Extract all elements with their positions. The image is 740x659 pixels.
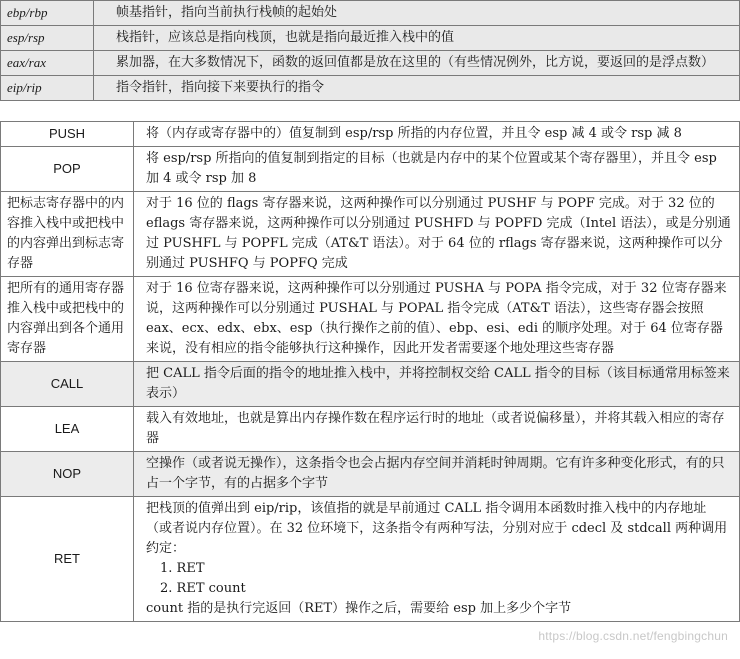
instruction-desc: 载入有效地址，也就是算出内存操作数在程序运行时的地址（或者说偏移量），并将其载入相应的寄存器 xyxy=(134,407,740,452)
instruction-row-flags xyxy=(1,192,740,277)
instruction-name: POP xyxy=(1,147,134,192)
register-desc: 帧基指针，指向当前执行栈帧的起始处 xyxy=(94,1,740,26)
register-name: esp/rsp xyxy=(1,26,94,51)
instruction-name: PUSH xyxy=(1,122,134,147)
instruction-desc: 把 CALL 指令后面的指令的地址推入栈中，并将控制权交给 CALL 指令的目标（该目标通常用标签来表示） xyxy=(134,362,740,407)
instruction-name: RET xyxy=(1,497,134,622)
instruction-row-nop xyxy=(1,452,740,497)
register-row-esp xyxy=(1,26,740,51)
ret-count-note: count 指的是执行完返回（RET）操作之后，需要给 esp 加上多少个字节 xyxy=(146,601,572,616)
register-desc: 累加器，在大多数情况下，函数的返回值都是放在这里的（有些情况例外，比方说，要返回的是浮点数） xyxy=(94,51,740,76)
register-name: ebp/rbp xyxy=(1,1,94,26)
instruction-row-lea xyxy=(1,407,740,452)
ret-form-1: 1. RET xyxy=(160,561,205,576)
instruction-desc: 把栈顶的值弹出到 eip/rip，该值指的就是早前通过 CALL 指令调用本函数时推入栈中的内存地址（或者说内存位置）。在 32 位环境下，这条指令有两种写法，分别对应于 cdecl 及 stdcall 两种调用约定： xyxy=(146,501,728,556)
instruction-table xyxy=(0,121,740,622)
register-desc: 栈指针，应该总是指向栈顶，也就是指向最近推入栈中的值 xyxy=(94,26,740,51)
register-row-eax xyxy=(1,51,740,76)
register-name: eax/rax xyxy=(1,51,94,76)
instruction-name: NOP xyxy=(1,452,134,497)
instruction-desc: 对于 16 位的 flags 寄存器来说，这两种操作可以分别通过 PUSHF 与 POPF 完成。对于 32 位的 eflags 寄存器来说，这两种操作可以分别通过 PUSHFD 与 POPFD 完成（Intel 语法），或是分别通过 PUSHFL 与 POPFL 完成（AT&T 语法）。对于 64 位的 rflags 寄存器来说，这两种操作可以分别通过 PUSHFQ 与 POPFQ 完成 xyxy=(134,192,740,277)
instruction-row-pop xyxy=(1,147,740,192)
ret-form-2: 2. RET count xyxy=(160,581,246,596)
instruction-desc: 将（内存或寄存器中的）值复制到 esp/rsp 所指的内存位置，并且令 esp 减 4 或令 rsp 减 8 xyxy=(134,122,740,147)
register-row-ebp xyxy=(1,1,740,26)
instruction-row-ret xyxy=(1,497,740,622)
instruction-name: LEA xyxy=(1,407,134,452)
register-desc: 指令指针，指向接下来要执行的指令 xyxy=(94,76,740,101)
instruction-desc: 将 esp/rsp 所指向的值复制到指定的目标（也就是内存中的某个位置或某个寄存器里），并且令 esp 加 4 或令 rsp 加 8 xyxy=(134,147,740,192)
register-table xyxy=(0,0,740,101)
instruction-desc-block xyxy=(134,497,740,622)
register-name: eip/rip xyxy=(1,76,94,101)
instruction-desc: 对于 16 位寄存器来说，这两种操作可以分别通过 PUSHA 与 POPA 指令完成，对于 32 位寄存器来说，这两种操作可以分别通过 PUSHAL 与 POPAL 指令完成（AT&T 语法），这些寄存器会按照 eax、ecx、edx、ebx、esp（执行操作之前的值）、ebp、esi、edi 的顺序处理。对于 64 位寄存器来说，没有相应的指令能够执行这种操作，因此开发者需要逐个地处理这些寄存器 xyxy=(134,277,740,362)
instruction-row-call xyxy=(1,362,740,407)
instruction-name: 把标志寄存器中的内容推入栈中或把栈中的内容弹出到标志寄存器 xyxy=(1,192,134,277)
instruction-name: 把所有的通用寄存器推入栈中或把栈中的内容弹出到各个通用寄存器 xyxy=(1,277,134,362)
instruction-name: CALL xyxy=(1,362,134,407)
instruction-row-push xyxy=(1,122,740,147)
instruction-desc: 空操作（或者说无操作），这条指令也会占据内存空间并消耗时钟周期。它有许多种变化形式，有的只占一个字节，有的占据多个字节 xyxy=(134,452,740,497)
instruction-row-general xyxy=(1,277,740,362)
watermark: https://blog.csdn.net/fengbingchun xyxy=(538,629,728,643)
register-row-eip xyxy=(1,76,740,101)
